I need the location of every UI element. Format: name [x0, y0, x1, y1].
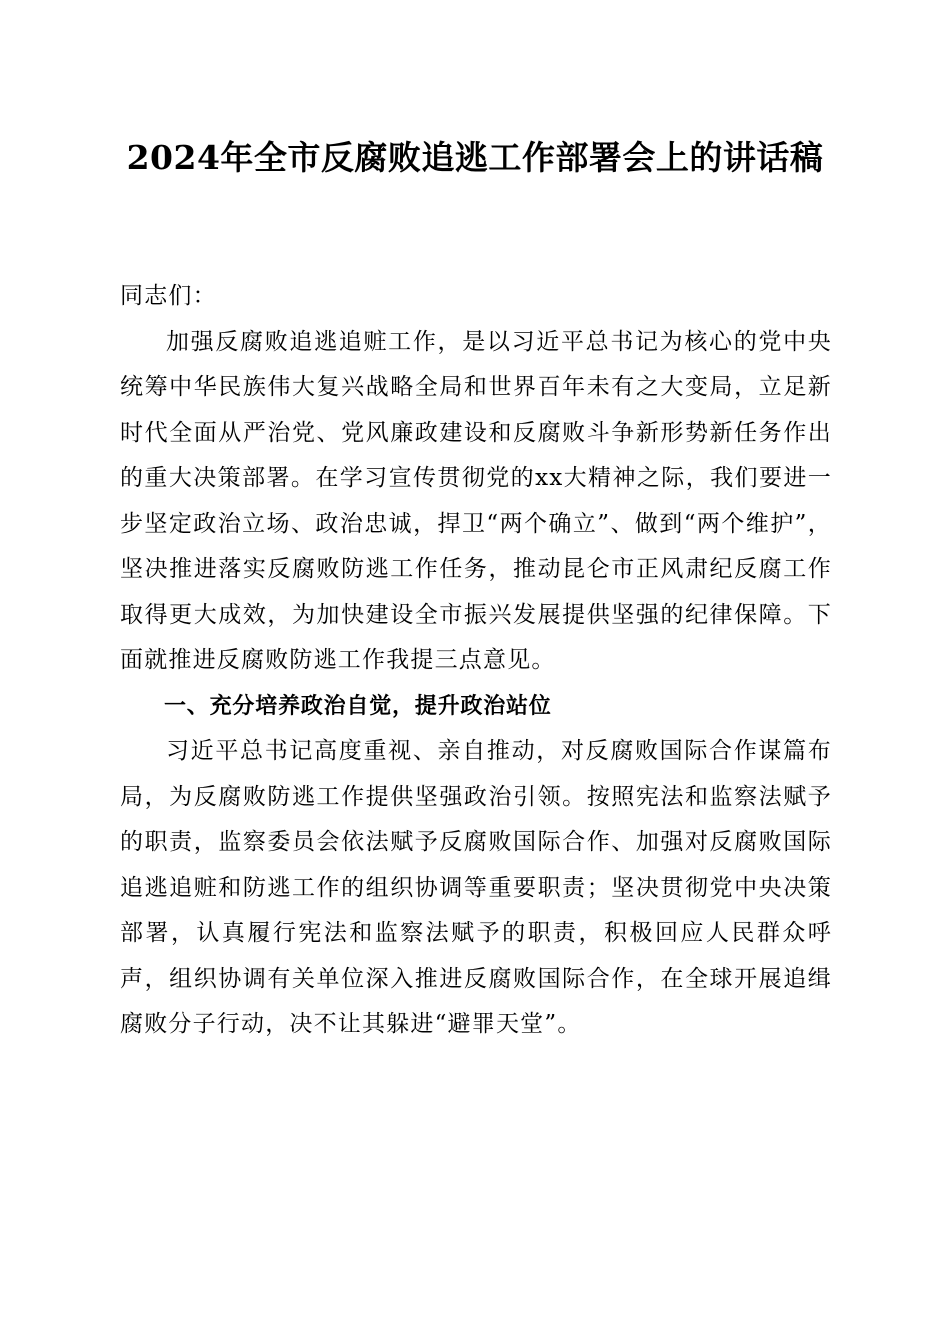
paragraph-section-1: 习近平总书记高度重视、亲自推动，对反腐败国际合作谋篇布局，为反腐败防逃工作提供坚强政治引领。按照宪法和监察法赋予的职责，监察委员会依法赋予反腐败国际合作、加强对反腐败国际追逃追赃和防逃工作的组织协调等重要职责；坚决贯彻党中央决策部署，认真履行宪法和监察法赋予的职责，积极回应人民群众呼声，组织协调有关单位深入推进反腐败国际合作，在全球开展追缉腐败分子行动，决不让其躲进“避罪天堂”。 — [120, 738, 832, 1037]
salutation: 同志们： — [120, 283, 217, 309]
paragraph-intro: 加强反腐败追逃追赃工作，是以习近平总书记为核心的党中央统筹中华民族伟大复兴战略全局和世界百年未有之大变局，立足新时代全面从严治党、党风廉政建设和反腐败斗争新形势新任务作出的重大决策部署。在学习宣传贯彻党的xx大精神之际，我们要进一步坚定政治立场、政治忠诚，捍卫“两个确立”、做到“两个维护”，坚决推进落实反腐败防逃工作任务，推动昆仑市正风肃纪反腐工作取得更大成效，为加快建设全市振兴发展提供坚强的纪律保障。下面就推进反腐败防逃工作我提三点意见。 — [120, 328, 832, 673]
document-body — [120, 274, 832, 1048]
document-title: 2024年全市反腐败追逃工作部署会上的讲话稿 — [126, 138, 824, 177]
section-heading-1: 一、充分培养政治自觉，提升政治站位 — [164, 693, 552, 719]
